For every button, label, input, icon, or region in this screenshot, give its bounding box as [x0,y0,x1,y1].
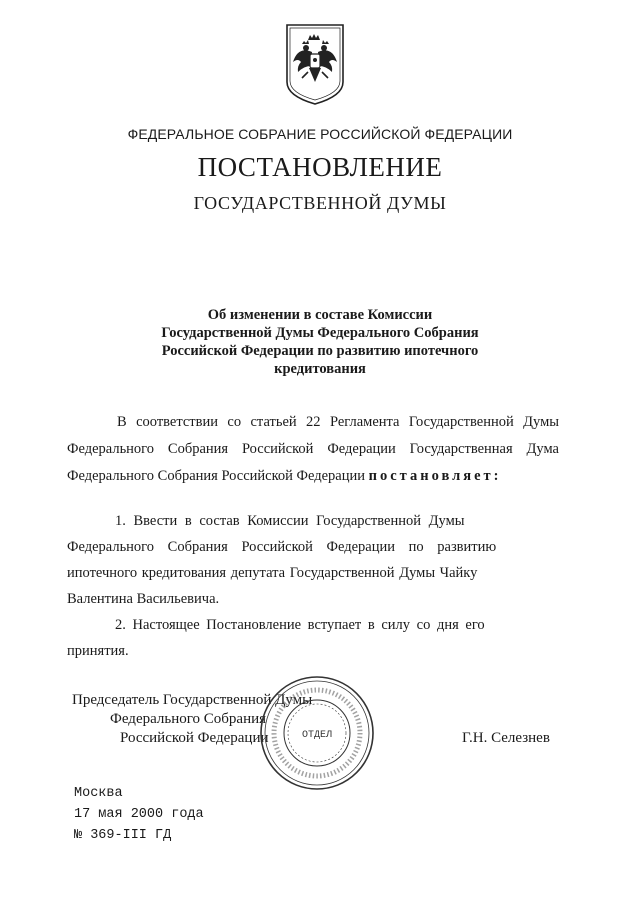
document-type-title: ПОСТАНОВЛЕНИЕ [197,152,443,182]
subject-line: Об изменении в составе Комиссии [207,307,433,323]
preamble-line [67,463,559,490]
document-subject [0,306,640,378]
signer-name: Г.Н. Селезнев [462,730,550,746]
signer-title-line: Российской Федерации [120,730,269,746]
preamble-line: В соответствии со статьей 22 Регламента Государственной Думы [117,414,559,430]
place-date-number-block [74,783,204,846]
signer-title-line: Федерального Собрания [110,711,267,727]
preamble-text: Федерального Собрания Российской Федерации [67,468,366,484]
document-number: № 369-III ГД [74,828,172,843]
clause-2-line: 2. Настоящее Постановление вступает в силу со дня его [115,617,485,633]
subject-line: кредитования [274,361,366,377]
clause-1-line: Валентина Васильевича. [67,591,220,607]
coat-of-arms-emblem-icon [284,22,346,106]
date: 17 мая 2000 года [74,807,204,822]
clause-1-line: ипотечного кредитования депутата Государственной Думы Чайку [67,565,478,581]
round-official-seal-icon [258,674,376,792]
clause-1-line: Федерального Собрания Российской Федерации по развитию [67,539,497,555]
subject-line: Государственной Думы Федерального Собрания [161,325,479,341]
clause-1-line: 1. Ввести в состав Комиссии Государственной Думы [115,513,465,529]
preamble-line: Федерального Собрания Российской Федерации Государственная Дума [67,441,559,457]
city: Москва [74,786,123,801]
parliament-name: ФЕДЕРАЛЬНОЕ СОБРАНИЕ РОССИЙСКОЙ ФЕДЕРАЦИИ [127,126,513,142]
issuer-subtitle: ГОСУДАРСТВЕННОЙ ДУМЫ [193,193,447,213]
subject-line: Российской Федерации по развитию ипотечного [161,343,479,359]
resolves-verb: постановляет: [368,468,502,484]
stamp-center-text: ОТДЕЛ [301,730,333,741]
clause-2-line: принятия. [67,643,129,659]
signer-title-line: Председатель Государственной Думы [72,692,313,708]
